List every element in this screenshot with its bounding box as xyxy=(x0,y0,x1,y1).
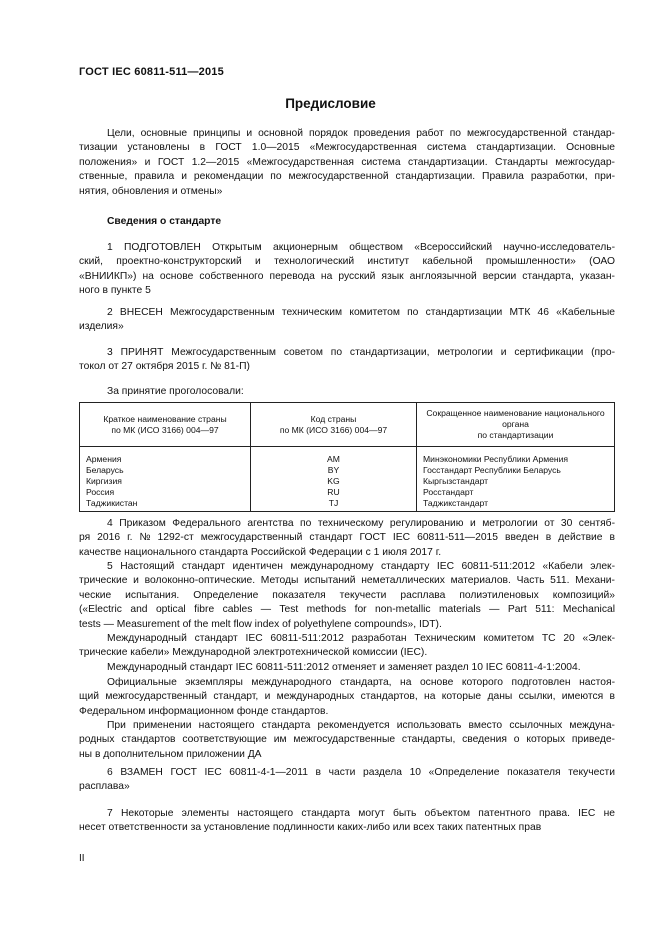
text-line: 2 ВНЕСЕН Межгосударственным техническим комитетом по стандартизации МТК 46 «Кабельные xyxy=(107,307,615,318)
text-line: 5 Настоящий стандарт идентичен международному стандарту IEC 60811-511:2012 «Кабели элек- xyxy=(107,561,615,572)
text-line: щий межгосударственный стандарт, и международных стандартов, на которые даны ссылки, имеются в xyxy=(79,691,615,703)
country-cell: Таджикистан xyxy=(80,498,251,512)
text-line: («Electric and optical fibre cables — Test methods for non-metallic materials — Part 511: Mechanical xyxy=(79,604,615,616)
text-line: Международный стандарт IEC 60811-511:2012 отменяет и заменяет раздел 10 IEC 60811-4-1:2004. xyxy=(107,662,581,673)
text-line: При применении настоящего стандарта рекомендуется использовать вместо ссылочных междуна- xyxy=(107,720,615,731)
header-national-body: Сокращенное наименование национального органа по стандартизации xyxy=(417,403,615,447)
text-line: 6 ВЗАМЕН ГОСТ IEC 60811-4-1—2011 в части раздела 10 «Определение показателя текучести xyxy=(107,767,615,778)
text-line: трические кабели» Международной электротехнической комиссии (IEC). xyxy=(79,647,428,659)
item-5-developer-paragraph xyxy=(79,632,615,661)
table-row xyxy=(80,498,615,512)
text-line: Федеральном информационном фонде стандартов. xyxy=(79,705,329,717)
text-line: 1 ПОДГОТОВЛЕН Открытым акционерным обществом «Всероссийский научно-исследователь- xyxy=(107,242,615,253)
text-line: ческие испытания. Определение показателя текучести расплава полиэтиленовых композиций» xyxy=(79,589,615,601)
table-row xyxy=(80,476,615,487)
item-5-usage-paragraph xyxy=(79,719,615,762)
voting-table xyxy=(79,402,615,512)
text-line: токол от 27 октября 2015 г. № 81-П) xyxy=(79,361,250,373)
body-cell: Таджикстандарт xyxy=(417,498,615,512)
text-line: Цели, основные принципы и основной порядок проведения работ по межгосударственной стандар- xyxy=(107,128,615,139)
country-cell: Россия xyxy=(80,487,251,498)
page-title: Предисловие xyxy=(285,96,376,111)
text-line: 7 Некоторые элементы настоящего стандарта могут быть объектом патентного права. IEC не xyxy=(107,808,615,819)
country-cell: Армения xyxy=(80,447,251,466)
item-1-paragraph xyxy=(79,241,615,299)
text-line: ственные, правила и рекомендации по межгосударственной стандартизации. Правила разработки, при- xyxy=(79,171,615,183)
text-line: изделия» xyxy=(79,321,124,333)
document-code: ГОСТ IEC 60811-511—2015 xyxy=(79,66,224,78)
section-title: Сведения о стандарте xyxy=(107,216,222,227)
text-line: качестве национального стандарта Российской Федерации с 1 июля 2017 г. xyxy=(79,546,442,558)
text-line: ский, проектно-конструкторский и технологический институт кабельной промышленности» (ОАО xyxy=(79,256,615,268)
text-line: трические и волоконно-оптические. Методы испытаний неметаллических материалов. Часть 511. Механи- xyxy=(79,575,615,587)
text-line: 3 ПРИНЯТ Межгосударственным советом по стандартизации, метрологии и сертификации (про- xyxy=(107,347,615,358)
table-row xyxy=(80,465,615,476)
item-3-paragraph xyxy=(79,346,615,375)
header-code: Код страны по МК (ИСО 3166) 004—97 xyxy=(251,403,417,447)
text-line: tests — Measurement of the melt flow index of polyethylene compounds», IDT). xyxy=(79,618,442,630)
item-7-paragraph xyxy=(79,807,615,836)
table-row xyxy=(80,447,615,466)
code-cell: BY xyxy=(251,465,417,476)
item-5-paragraph xyxy=(79,560,615,632)
country-cell: Беларусь xyxy=(80,465,251,476)
text-line: родных стандартов соответствующие им межгосударственные стандарты, сведения о которых приведе- xyxy=(79,734,615,746)
page-number: II xyxy=(79,853,85,864)
text-line: положения» и ГОСТ 1.2—2015 «Межгосударственная система стандартизации. Стандарты межгосудар- xyxy=(79,156,615,168)
body-cell: Кыргызстандарт xyxy=(417,476,615,487)
item-5-copies-paragraph xyxy=(79,676,615,719)
text-line: ного в пункте 5 xyxy=(79,285,151,297)
text-line: «ВНИИКП») на основе собственного перевода на русский язык англоязычной версии стандарта, указан- xyxy=(79,270,615,282)
table-row xyxy=(80,487,615,498)
code-cell: TJ xyxy=(251,498,417,512)
body-cell: Росстандарт xyxy=(417,487,615,498)
item-6-paragraph xyxy=(79,766,615,795)
header-country: Краткое наименование страны по МК (ИСО 3166) 004—97 xyxy=(80,403,251,447)
text-line: ны в дополнительном приложении ДА xyxy=(79,748,262,760)
item-5-replaces-paragraph xyxy=(79,661,615,675)
item-4-paragraph xyxy=(79,517,615,560)
text-line: Официальные экземпляры международного стандарта, на основе которого подготовлен настоя- xyxy=(107,677,615,688)
body-cell: Минэкономики Республики Армения xyxy=(417,447,615,466)
text-line: Международный стандарт IEC 60811-511:2012 разработан Техническим комитетом ТС 20 «Элек- xyxy=(107,633,615,644)
country-cell: Киргизия xyxy=(80,476,251,487)
text-line: несет ответственности за установление подлинности каких-либо или всех таких патентных прав xyxy=(79,822,542,834)
text-line: ря 2016 г. № 1292-ст межгосударственный стандарт ГОСТ IEC 60811-511—2015 введен в действие в xyxy=(79,532,615,544)
text-line: 4 Приказом Федерального агентства по техническому регулированию и метрологии от 30 сентяб- xyxy=(107,518,615,529)
code-cell: AM xyxy=(251,447,417,466)
text-line: нятия, обновления и отмены» xyxy=(79,185,223,197)
text-line: тизации установлены в ГОСТ 1.0—2015 «Межгосударственная система стандартизации. Основные xyxy=(79,142,615,154)
code-cell: RU xyxy=(251,487,417,498)
body-cell: Госстандарт Республики Беларусь xyxy=(417,465,615,476)
text-line: расплава» xyxy=(79,781,130,793)
item-2-paragraph xyxy=(79,306,615,335)
intro-paragraph xyxy=(79,127,615,199)
code-cell: KG xyxy=(251,476,417,487)
table-header-row xyxy=(80,403,615,447)
voted-label: За принятие проголосовали: xyxy=(107,386,244,397)
